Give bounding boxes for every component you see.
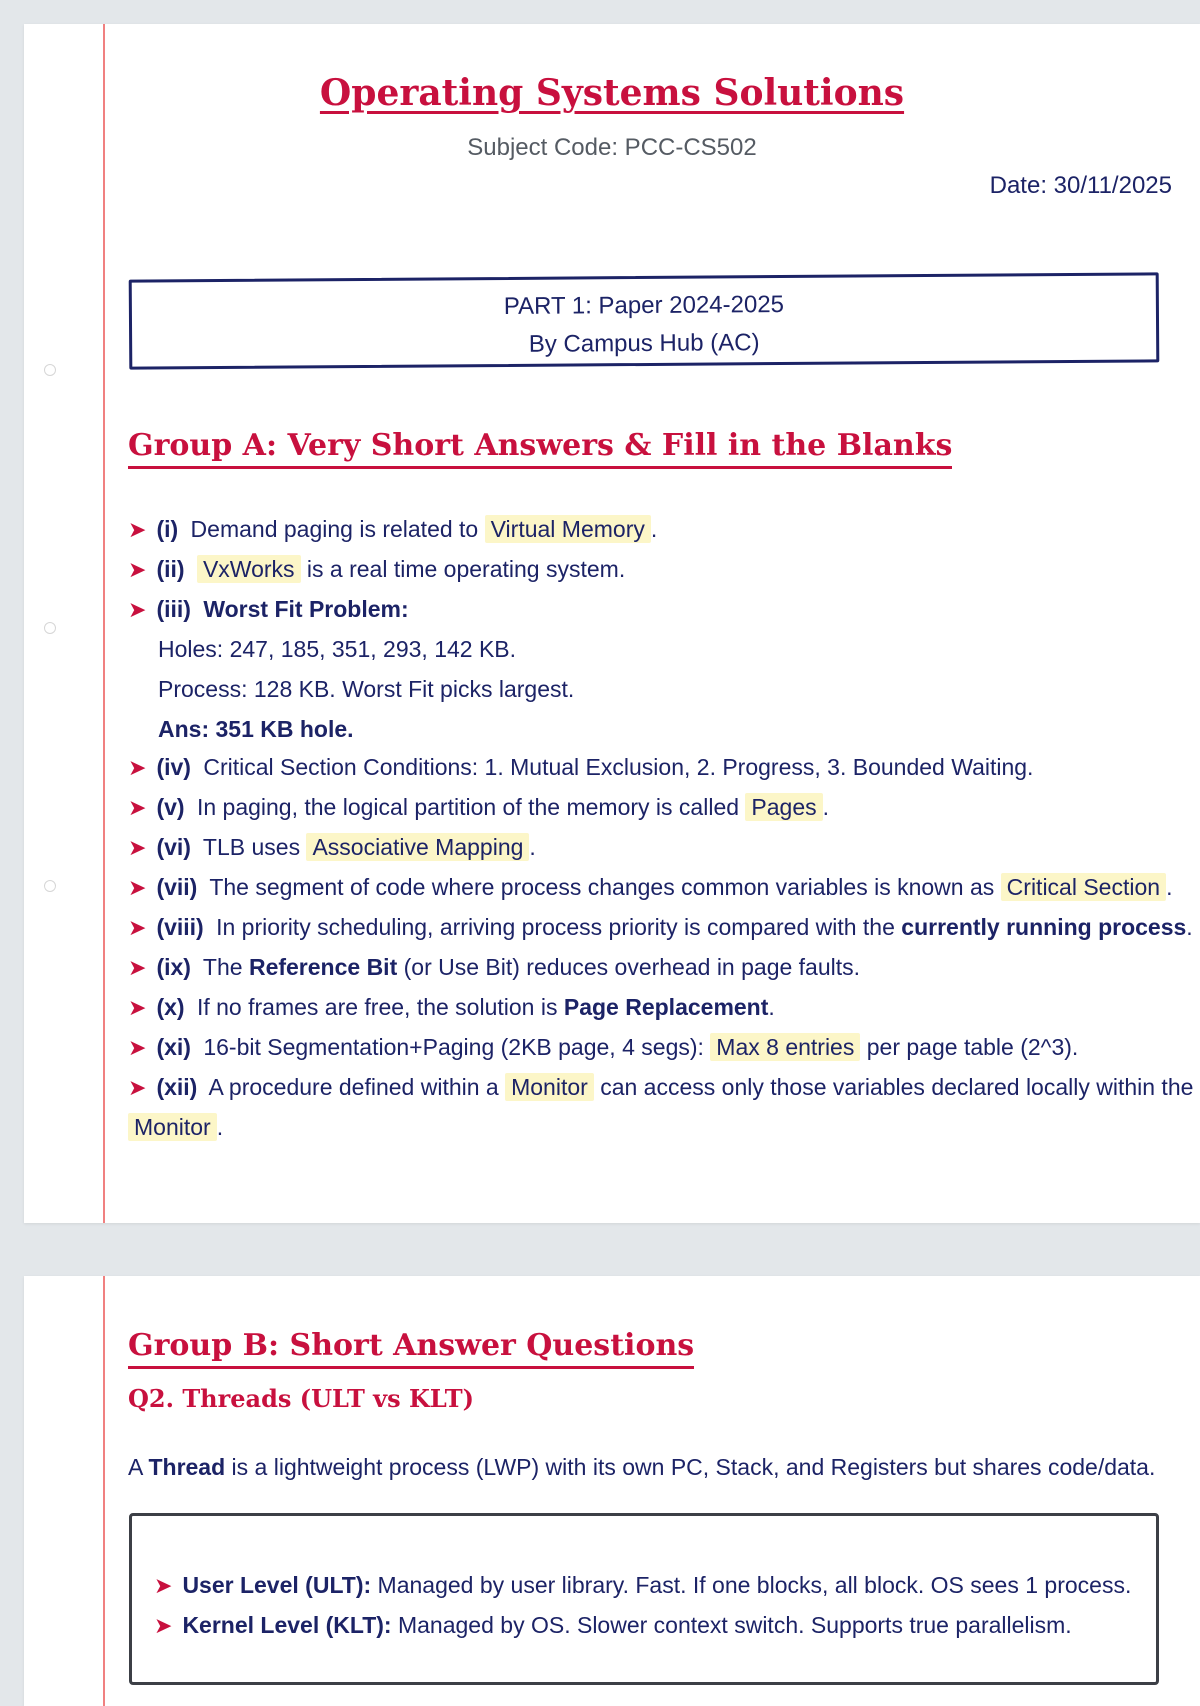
list-item: ➤ (x) If no frames are free, the solution is Page Replacement. bbox=[128, 994, 775, 1020]
arrow-bullet-icon: ➤ bbox=[128, 557, 147, 582]
question-title: Q2. Threads (ULT vs KLT) bbox=[128, 1384, 474, 1413]
worst-fit-holes: Holes: 247, 185, 351, 293, 142 KB. bbox=[158, 636, 517, 662]
arrow-bullet-icon: ➤ bbox=[154, 1573, 173, 1598]
list-item: ➤ Kernel Level (KLT): Managed by OS. Slower context switch. Supports true parallelism. bbox=[154, 1612, 1072, 1638]
group-a-list bbox=[128, 0, 1194, 1200]
arrow-bullet-icon: ➤ bbox=[128, 1035, 147, 1060]
answer-highlight: Virtual Memory bbox=[485, 515, 651, 543]
arrow-bullet-icon: ➤ bbox=[128, 755, 147, 780]
arrow-bullet-icon: ➤ bbox=[128, 835, 147, 860]
answer-highlight: Max 8 entries bbox=[710, 1033, 860, 1061]
list-item: ➤ User Level (ULT): Managed by user library. Fast. If one blocks, all block. OS sees 1 process. bbox=[154, 1572, 1132, 1598]
answer-highlight: Monitor bbox=[505, 1073, 594, 1101]
list-item: ➤ (viii) In priority scheduling, arriving process priority is compared with the currently running process. bbox=[128, 914, 1193, 940]
list-item: ➤ (xi) 16-bit Segmentation+Paging (2KB page, 4 segs): Max 8 entries per page table (2^3). bbox=[128, 1034, 1079, 1060]
list-item: ➤ (ix) The Reference Bit (or Use Bit) reduces overhead in page faults. bbox=[128, 954, 861, 980]
document-title: Operating Systems Solutions bbox=[319, 72, 905, 114]
list-item: ➤ (xii) A procedure defined within a Monitor can access only those variables declared locally within the bbox=[128, 1074, 1194, 1100]
arrow-bullet-icon: ➤ bbox=[128, 915, 147, 940]
arrow-bullet-icon: ➤ bbox=[128, 597, 147, 622]
list-item: ➤ (i) Demand paging is related to Virtual Memory . bbox=[128, 516, 658, 542]
thread-definition: A Thread is a lightweight process (LWP) with its own PC, Stack, and Registers but shares code/data. bbox=[128, 1454, 1156, 1480]
arrow-bullet-icon: ➤ bbox=[128, 875, 147, 900]
arrow-bullet-icon: ➤ bbox=[128, 517, 147, 542]
group-b-title: Group B: Short Answer Questions bbox=[128, 1328, 694, 1369]
document-date: Date: 30/11/2025 bbox=[989, 172, 1172, 199]
arrow-bullet-icon: ➤ bbox=[128, 995, 147, 1020]
binder-hole-icon bbox=[44, 364, 56, 376]
binder-hole-icon bbox=[44, 880, 56, 892]
list-item: ➤ (iv) Critical Section Conditions: 1. Mutual Exclusion, 2. Progress, 3. Bounded Waiting. bbox=[128, 754, 1034, 780]
part-author: By Campus Hub (AC) bbox=[528, 329, 760, 358]
list-item: ➤ (vii) The segment of code where process changes common variables is known as Critical Section . bbox=[128, 874, 1173, 900]
margin-line bbox=[103, 24, 105, 1223]
answer-highlight: Associative Mapping bbox=[306, 833, 529, 861]
subject-code: Subject Code: PCC-CS502 bbox=[467, 134, 757, 161]
answer-highlight: Critical Section bbox=[1001, 873, 1166, 901]
part-title: PART 1: Paper 2024-2025 bbox=[503, 291, 785, 320]
worst-fit-answer: Ans: 351 KB hole. bbox=[158, 716, 354, 742]
list-item: ➤ (v) In paging, the logical partition of the memory is called Pages . bbox=[128, 794, 830, 820]
margin-line bbox=[103, 1276, 105, 1706]
arrow-bullet-icon: ➤ bbox=[128, 1075, 147, 1100]
arrow-bullet-icon: ➤ bbox=[128, 795, 147, 820]
arrow-bullet-icon: ➤ bbox=[154, 1613, 173, 1638]
answer-highlight: Pages bbox=[745, 793, 822, 821]
list-item: ➤ (ii) VxWorks is a real time operating system. bbox=[128, 556, 626, 582]
list-item: ➤ (vi) TLB uses Associative Mapping . bbox=[128, 834, 536, 860]
thread-types-box bbox=[129, 1513, 1159, 1685]
answer-highlight: VxWorks bbox=[197, 555, 301, 583]
list-item-continuation: Monitor . bbox=[128, 1114, 223, 1141]
binder-hole-icon bbox=[44, 622, 56, 634]
answer-highlight: Monitor bbox=[128, 1113, 217, 1141]
arrow-bullet-icon: ➤ bbox=[128, 955, 147, 980]
list-item: ➤ (iii) Worst Fit Problem: bbox=[128, 596, 409, 622]
group-a-title: Group A: Very Short Answers & Fill in the Blanks bbox=[128, 428, 952, 469]
worst-fit-process: Process: 128 KB. Worst Fit picks largest. bbox=[158, 676, 575, 702]
